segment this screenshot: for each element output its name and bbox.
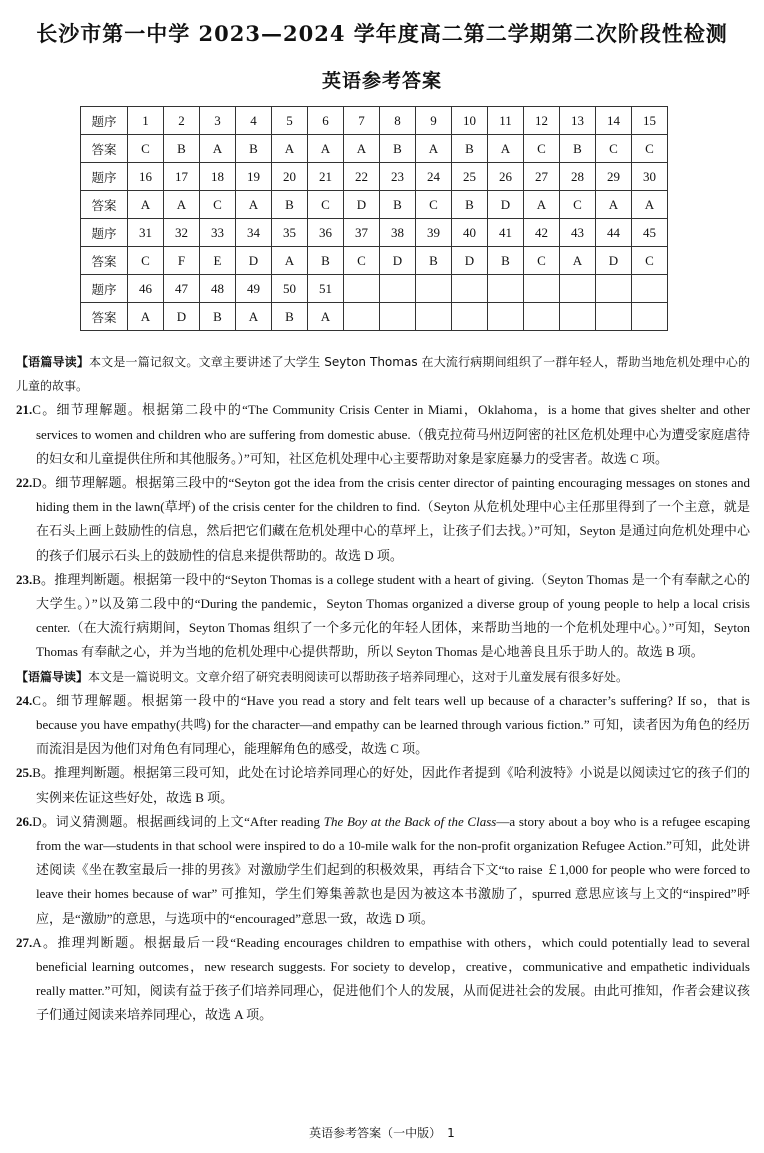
answer-cell: B <box>452 191 488 219</box>
number-cell: 41 <box>488 219 524 247</box>
answer-cell: D <box>488 191 524 219</box>
number-cell: 12 <box>524 107 560 135</box>
number-cell: 2 <box>164 107 200 135</box>
number-cell: 31 <box>128 219 164 247</box>
answer-cell: C <box>128 247 164 275</box>
answer-cell: A <box>236 191 272 219</box>
answer-cell: C <box>596 135 632 163</box>
number-cell <box>560 275 596 303</box>
answer-cell: B <box>380 135 416 163</box>
number-cell: 24 <box>416 163 452 191</box>
number-cell <box>632 275 668 303</box>
answer-cell: D <box>344 191 380 219</box>
answer-cell: A <box>416 135 452 163</box>
row-label: 答案 <box>81 191 128 219</box>
number-cell: 48 <box>200 275 236 303</box>
question-explanation: 21.C。细节理解题。根据第二段中的“The Community Crisis Center in Miami，Oklahoma，is a home that gives shelter and other services to women and children who are suffering from domestic abuse.（俄克拉荷马州迈阿密的社区危机处理中心为遭受家庭虐待的妇女和儿童提供住所和其他服务。）”可知，社区危机处理中心主要帮助对象是家庭暴力的受害者。故选 C 项。 <box>16 402 750 466</box>
answer-cell: B <box>488 247 524 275</box>
answer-table <box>80 106 668 331</box>
number-cell: 4 <box>236 107 272 135</box>
row-label: 题序 <box>81 107 128 135</box>
question-explanation: 25.B。推理判断题。根据第三段可知，此处在讨论培养同理心的好处，因此作者提到《哈利波特》小说是以阅读过它的孩子们的实例来佐证这些好处，故选 B 项。 <box>16 765 750 805</box>
number-cell <box>344 275 380 303</box>
answer-cell <box>488 303 524 331</box>
number-cell: 13 <box>560 107 596 135</box>
number-cell: 19 <box>236 163 272 191</box>
number-cell <box>488 275 524 303</box>
question-explanation: 27.A。推理判断题。根据最后一段“Reading encourages children to empathise with others，which could potentially lead to several beneficial learning outcomes，new research suggests. For society to develop，creative，communicative and empathetic individuals really matter.”可知，阅读有益于孩子们培养同理心，促进他们个人的发展，从而促进社会的发展。由此可推知，作者会建议孩子们通过阅读来培养同理心，故选 A 项。 <box>16 934 750 1023</box>
answer-cell: F <box>164 247 200 275</box>
answer-cell: A <box>596 191 632 219</box>
answer-cell: E <box>200 247 236 275</box>
answer-table-answer-row <box>81 135 668 163</box>
answer-cell: A <box>488 135 524 163</box>
number-cell: 3 <box>200 107 236 135</box>
question-explanation: 24.C。细节理解题。根据第一段中的“Have you read a story and felt tears well up because of a character’s suffering? If so，that is because you have empathy(共鸣) for the character—and empathy can be learned through various fiction.” 可知，读者因为角色的经历而流泪是因为他们对角色有同理心，能理解角色的感受，故选 C 项。 <box>16 692 750 757</box>
answer-table-number-row <box>81 107 668 135</box>
answer-table-number-row <box>81 275 668 303</box>
answer-cell: B <box>272 303 308 331</box>
number-cell: 20 <box>272 163 308 191</box>
answer-cell <box>416 303 452 331</box>
row-label: 题序 <box>81 275 128 303</box>
number-cell: 43 <box>560 219 596 247</box>
answer-cell <box>380 303 416 331</box>
number-cell: 32 <box>164 219 200 247</box>
answer-cell: A <box>272 247 308 275</box>
number-cell: 23 <box>380 163 416 191</box>
page-title: 长沙市第一中学 2023—2024 学年度高二第二学期第二次阶段性检测 <box>36 21 728 46</box>
answer-cell: C <box>308 191 344 219</box>
answer-cell: C <box>200 191 236 219</box>
answer-cell: D <box>596 247 632 275</box>
number-cell: 7 <box>344 107 380 135</box>
number-cell: 21 <box>308 163 344 191</box>
answer-cell: A <box>128 191 164 219</box>
answer-cell: A <box>272 135 308 163</box>
answer-cell <box>560 303 596 331</box>
reading-guide: 【语篇导读】本文是一篇记叙文。文章主要讲述了大学生 Seyton Thomas 在大流行病期间组织了一群年轻人，帮助当地危机处理中心的儿童的故事。 <box>16 355 750 394</box>
number-cell: 29 <box>596 163 632 191</box>
number-cell: 51 <box>308 275 344 303</box>
answer-cell: B <box>308 247 344 275</box>
explanations <box>16 350 750 1028</box>
number-cell: 46 <box>128 275 164 303</box>
answer-cell: D <box>380 247 416 275</box>
answer-cell: A <box>632 191 668 219</box>
answer-cell: C <box>128 135 164 163</box>
answer-cell: D <box>164 303 200 331</box>
number-cell: 42 <box>524 219 560 247</box>
answer-table-number-row <box>81 163 668 191</box>
row-label: 答案 <box>81 303 128 331</box>
answer-cell <box>632 303 668 331</box>
answer-cell: B <box>560 135 596 163</box>
answer-cell: B <box>200 303 236 331</box>
number-cell: 34 <box>236 219 272 247</box>
answer-cell: D <box>452 247 488 275</box>
row-label: 答案 <box>81 247 128 275</box>
answer-table-answer-row <box>81 247 668 275</box>
number-cell <box>380 275 416 303</box>
answer-cell: A <box>308 135 344 163</box>
number-cell: 37 <box>344 219 380 247</box>
number-cell: 36 <box>308 219 344 247</box>
number-cell: 18 <box>200 163 236 191</box>
answer-cell <box>524 303 560 331</box>
number-cell: 44 <box>596 219 632 247</box>
answer-cell: A <box>524 191 560 219</box>
page-footer: 英语参考答案（一中版） 1 <box>309 1126 455 1140</box>
number-cell: 17 <box>164 163 200 191</box>
number-cell <box>596 275 632 303</box>
number-cell: 30 <box>632 163 668 191</box>
row-label: 题序 <box>81 219 128 247</box>
number-cell: 28 <box>560 163 596 191</box>
answer-cell: B <box>164 135 200 163</box>
answer-cell <box>452 303 488 331</box>
answer-table-number-row <box>81 219 668 247</box>
number-cell <box>416 275 452 303</box>
page-subtitle: 英语参考答案 <box>321 70 442 92</box>
question-explanation: 23.B。推理判断题。根据第一段中的“Seyton Thomas is a college student with a heart of giving.（Seyton Thomas 是一个有奉献之心的大学生。）”以及第二段中的“During the pandemic，Seyton Thomas organized a diverse group of young people to help a local crisis center.（在大流行病期间，Seyton Thomas 组织了一个多元化的年轻人团体，来帮助当地的一个危机处理中心。）”可知，Seyton Thomas 有奉献之心，并为当地的危机处理中心提供帮助，所以 Seyton Thomas 是心地善良且乐于助人的。故选 B 项。 <box>16 571 750 660</box>
number-cell: 33 <box>200 219 236 247</box>
number-cell: 45 <box>632 219 668 247</box>
answer-cell: B <box>272 191 308 219</box>
answer-cell: A <box>164 191 200 219</box>
number-cell: 38 <box>380 219 416 247</box>
answer-cell: C <box>632 135 668 163</box>
row-label: 题序 <box>81 163 128 191</box>
number-cell: 40 <box>452 219 488 247</box>
number-cell: 47 <box>164 275 200 303</box>
number-cell: 25 <box>452 163 488 191</box>
number-cell: 1 <box>128 107 164 135</box>
answer-cell: C <box>632 247 668 275</box>
answer-cell: D <box>236 247 272 275</box>
answer-cell <box>596 303 632 331</box>
answer-cell: A <box>236 303 272 331</box>
number-cell: 8 <box>380 107 416 135</box>
answer-cell: A <box>128 303 164 331</box>
answer-cell: B <box>380 191 416 219</box>
number-cell: 10 <box>452 107 488 135</box>
number-cell: 22 <box>344 163 380 191</box>
number-cell <box>524 275 560 303</box>
number-cell: 9 <box>416 107 452 135</box>
number-cell: 14 <box>596 107 632 135</box>
number-cell: 50 <box>272 275 308 303</box>
number-cell: 11 <box>488 107 524 135</box>
number-cell: 6 <box>308 107 344 135</box>
number-cell <box>452 275 488 303</box>
answer-cell: A <box>560 247 596 275</box>
answer-cell: C <box>524 135 560 163</box>
answer-cell: A <box>200 135 236 163</box>
answer-cell <box>344 303 380 331</box>
reading-guide: 【语篇导读】本文是一篇说明文。文章介绍了研究表明阅读可以帮助孩子培养同理心，这对于儿童发展有很多好处。 <box>16 669 629 684</box>
answer-cell: C <box>560 191 596 219</box>
answer-table-answer-row <box>81 303 668 331</box>
answer-cell: C <box>416 191 452 219</box>
answer-cell: B <box>236 135 272 163</box>
number-cell: 5 <box>272 107 308 135</box>
number-cell: 39 <box>416 219 452 247</box>
answer-cell: B <box>416 247 452 275</box>
answer-table-answer-row <box>81 191 668 219</box>
row-label: 答案 <box>81 135 128 163</box>
number-cell: 49 <box>236 275 272 303</box>
number-cell: 27 <box>524 163 560 191</box>
answer-cell: C <box>344 247 380 275</box>
number-cell: 26 <box>488 163 524 191</box>
answer-cell: A <box>344 135 380 163</box>
answer-cell: A <box>308 303 344 331</box>
question-explanation: 22.D。细节理解题。根据第三段中的“Seyton got the idea from the crisis center director of painting encouraging messages on stones and hiding them in the lawn(草坪) of the crisis center for the children to find.（Seyton 从危机处理中心主任那里得到了一个主意，就是在石头上画上鼓励性的信息，然后把它们藏在危机处理中心的草坪上，让孩子们去找。）”可知，Seyton 是通过向危机处理中心的孩子们展示石头上的鼓励性的信息来提供帮助的。故选 D 项。 <box>16 475 750 563</box>
number-cell: 15 <box>632 107 668 135</box>
answer-cell: B <box>452 135 488 163</box>
number-cell: 16 <box>128 163 164 191</box>
number-cell: 35 <box>272 219 308 247</box>
answer-cell: C <box>524 247 560 275</box>
question-explanation: 26.D。词义猜测题。根据画线词的上文“After reading The Boy at the Back of the Class—a story about a boy who is a refugee escaping from the war—students in that school were inspired to do a 10-mile walk for the non-profit organization Refugee Action.”可知，此处讲述阅读《坐在教室最后一排的男孩》对激励学生们起到的积极效果，再结合下文“to raise ￡1,000 for people who were forced to leave their homes because of war” 可推知，学生们筹集善款也是因为被这本书激励了，spurred 意思应该与上文的“inspired”呼应，是“激励”的意思，与选项中的“encouraged”意思一致，故选 D 项。 <box>16 813 750 926</box>
